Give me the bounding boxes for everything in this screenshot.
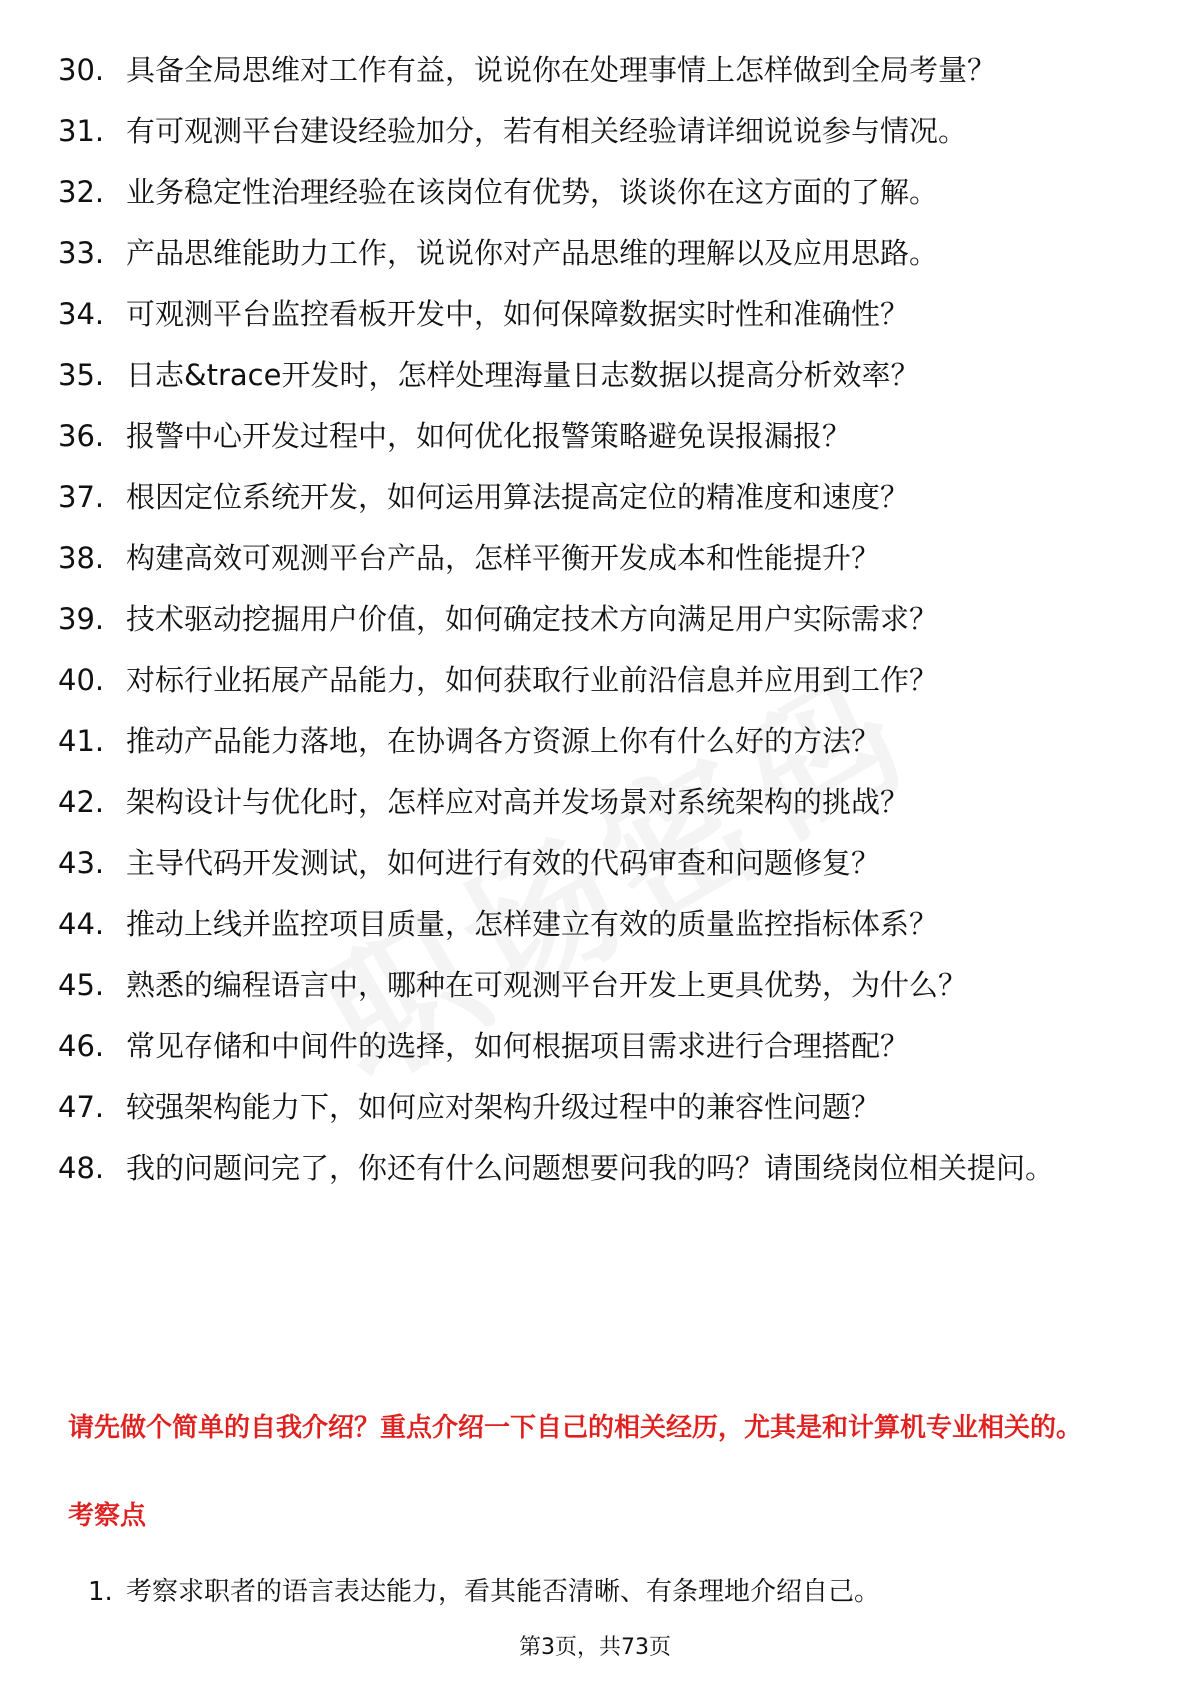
list-item [58, 1148, 1133, 1189]
list-item [58, 782, 1133, 823]
item-number: 45. [58, 968, 105, 1002]
item-number: 39. [58, 602, 105, 636]
list-item [58, 233, 1133, 274]
list-item [58, 721, 1133, 762]
item-text: 对标行业拓展产品能力，如何获取行业前沿信息并应用到工作？ [126, 663, 939, 697]
item-text: 构建高效可观测平台产品，怎样平衡开发成本和性能提升？ [126, 541, 881, 575]
item-text: 较强架构能力下，如何应对架构升级过程中的兼容性问题？ [126, 1090, 881, 1124]
item-text: 推动产品能力落地，在协调各方资源上你有什么好的方法？ [126, 724, 881, 758]
list-item [58, 294, 1133, 335]
item-number: 42. [58, 785, 105, 819]
item-text: 业务稳定性治理经验在该岗位有优势，谈谈你在这方面的了解。 [126, 175, 939, 209]
item-number: 44. [58, 907, 105, 941]
list-item [58, 172, 1133, 213]
item-number: 38. [58, 541, 105, 575]
item-number: 31. [58, 114, 105, 148]
list-item [88, 1574, 1128, 1610]
item-text: 有可观测平台建设经验加分，若有相关经验请详细说说参与情况。 [126, 114, 968, 148]
item-text: 报警中心开发过程中，如何优化报警策略避免误报漏报？ [126, 419, 852, 453]
item-text: 架构设计与优化时，怎样应对高并发场景对系统架构的挑战？ [126, 785, 910, 819]
item-text: 日志&trace开发时，怎样处理海量日志数据以提高分析效率？ [126, 358, 920, 392]
section-subheading: 考察点 [68, 1501, 147, 1531]
item-number: 47. [58, 1090, 105, 1124]
list-item [58, 904, 1133, 945]
list-item [58, 1026, 1133, 1067]
section-heading: 请先做个简单的自我介绍？重点介绍一下自己的相关经历，尤其是和计算机专业相关的。 [68, 1413, 1083, 1443]
item-number: 37. [58, 480, 105, 514]
item-number: 36. [58, 419, 105, 453]
question-list [58, 50, 1133, 1209]
item-text: 根因定位系统开发，如何运用算法提高定位的精准度和速度？ [126, 480, 910, 514]
page-number: 第3页，共73页 [519, 1635, 671, 1660]
item-number: 41. [58, 724, 105, 758]
item-number: 30. [58, 53, 105, 87]
list-item [58, 843, 1133, 884]
item-number: 48. [58, 1151, 105, 1185]
item-number: 34. [58, 297, 105, 331]
list-item [58, 111, 1133, 152]
points-list [88, 1574, 1128, 1610]
item-text: 具备全局思维对工作有益，说说你在处理事情上怎样做到全局考量？ [126, 53, 997, 87]
item-text: 熟悉的编程语言中，哪种在可观测平台开发上更具优势，为什么？ [126, 968, 968, 1002]
item-text: 我的问题问完了，你还有什么问题想要问我的吗？请围绕岗位相关提问。 [126, 1151, 1055, 1185]
list-item [58, 599, 1133, 640]
list-item [58, 965, 1133, 1006]
item-text: 主导代码开发测试，如何进行有效的代码审查和问题修复？ [126, 846, 881, 880]
item-number: 1. [88, 1577, 113, 1607]
list-item [58, 50, 1133, 91]
list-item [58, 1087, 1133, 1128]
item-number: 35. [58, 358, 105, 392]
list-item [58, 660, 1133, 701]
item-text: 考察求职者的语言表达能力，看其能否清晰、有条理地介绍自己。 [126, 1577, 881, 1607]
list-item [58, 538, 1133, 579]
item-number: 46. [58, 1029, 105, 1063]
item-text: 可观测平台监控看板开发中，如何保障数据实时性和准确性？ [126, 297, 910, 331]
list-item [58, 355, 1133, 396]
list-item [58, 416, 1133, 457]
item-number: 40. [58, 663, 105, 697]
item-text: 常见存储和中间件的选择，如何根据项目需求进行合理搭配？ [126, 1029, 910, 1063]
item-number: 32. [58, 175, 105, 209]
item-number: 43. [58, 846, 105, 880]
item-text: 技术驱动挖掘用户价值，如何确定技术方向满足用户实际需求？ [126, 602, 939, 636]
item-text: 推动上线并监控项目质量，怎样建立有效的质量监控指标体系？ [126, 907, 939, 941]
list-item [58, 477, 1133, 518]
item-text: 产品思维能助力工作，说说你对产品思维的理解以及应用思路。 [126, 236, 939, 270]
item-number: 33. [58, 236, 105, 270]
